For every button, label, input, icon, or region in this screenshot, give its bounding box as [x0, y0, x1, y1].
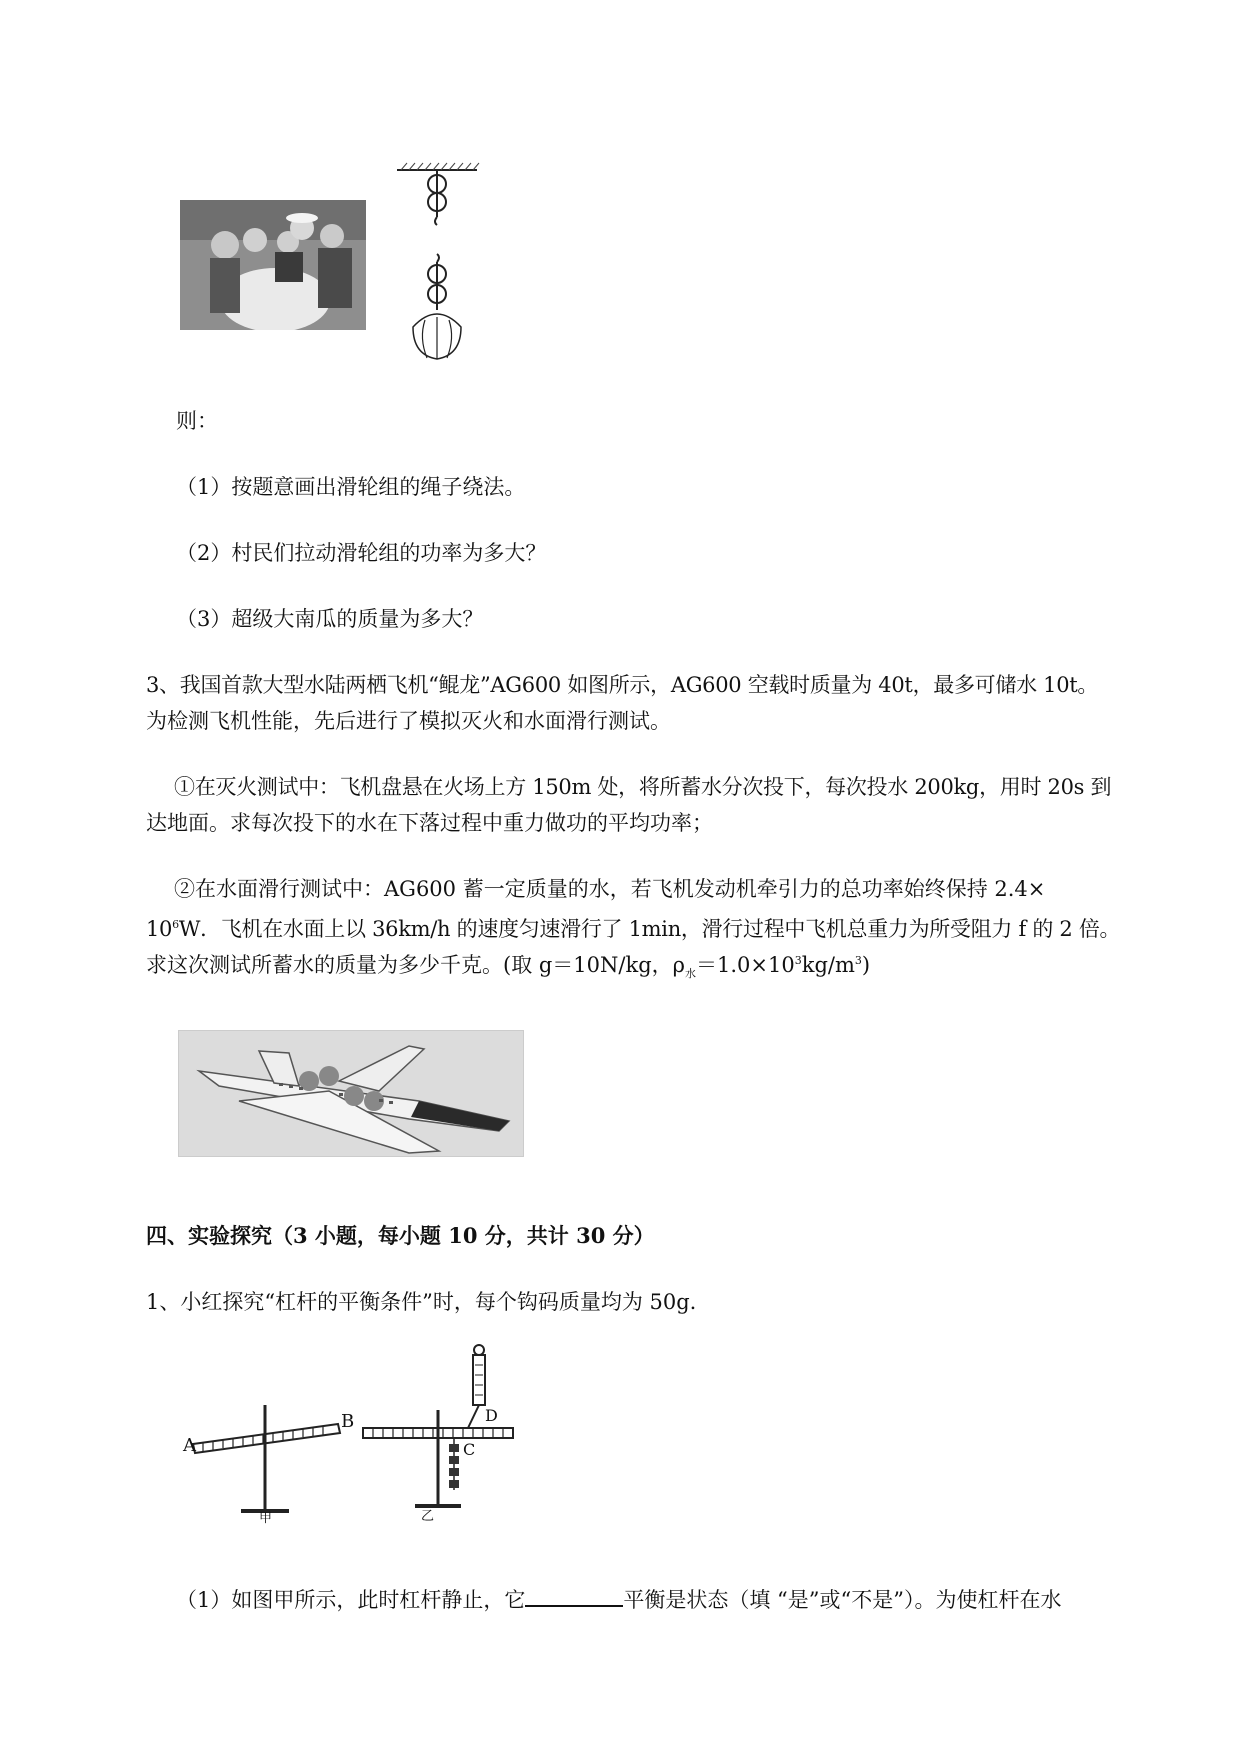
problem3-part2-line3 [146, 946, 870, 989]
unit-exponent: 3 [854, 954, 862, 967]
part1-text-b: 平衡是状态（填 “是”或“不是”）。为使杠杆在水 [623, 1588, 1062, 1612]
givens-start: 求这次测试所蓄水的质量为多少千克。(取 g＝10N/kg，ρ [146, 953, 685, 977]
section4-heading: 四、实验探究（3 小题，每小题 10 分，共计 30 分） [146, 1223, 655, 1248]
problem3-part2-line1: ②在水面滑行测试中：AG600 蓄一定质量的水，若飞机发动机牵引力的总功率始终保持 2.4× [174, 877, 1046, 901]
label-jia: 甲 [259, 1511, 273, 1526]
section4-q1-intro: 1、小红探究“杠杆的平衡条件”时，每个钩码质量均为 50g. [146, 1290, 697, 1314]
lever-diagram [183, 1340, 523, 1525]
problem3-part2-line2 [146, 910, 1120, 944]
problem3-line1: 3、我国首款大型水陆两栖飞机“鲲龙”AG600 如图所示，AG600 空载时质量为 40t，最多可储水 10t。 [146, 673, 1099, 697]
airplane-photo [178, 1030, 524, 1157]
givens-end: ) [861, 953, 871, 977]
problem3-part1-line1: ①在灭火测试中：飞机盘悬在火场上方 150m 处，将所蓄水分次投下，每次投水 200kg，用时 20s 到 [174, 775, 1112, 799]
power-base: 10 [146, 917, 173, 941]
label-A: A [183, 1435, 196, 1456]
density-unit: kg/m [801, 953, 855, 977]
label-B: B [341, 1411, 355, 1432]
rho-subscript: 水 [685, 967, 696, 981]
text-ze: 则： [176, 409, 218, 433]
density-value: ＝1.0×10 [696, 953, 795, 977]
section4-q1-part1 [176, 1585, 1061, 1615]
label-yi: 乙 [421, 1509, 435, 1524]
question-1: （1）按题意画出滑轮组的绳子绕法。 [176, 475, 526, 499]
power-exponent: 6 [172, 918, 179, 931]
pulley-system-diagram [395, 162, 485, 367]
part1-text-a: （1）如图甲所示，此时杠杆静止，它 [176, 1588, 526, 1612]
question-2: （2）村民们拉动滑轮组的功率为多大？ [176, 541, 547, 565]
label-C: C [463, 1440, 476, 1459]
problem3-part1-line2: 达地面。求每次投下的水在下落过程中重力做功的平均功率； [146, 811, 713, 835]
answer-blank[interactable] [525, 1585, 623, 1607]
problem3-part2-line2-rest: W．飞机在水面上以 36km/h 的速度匀速滑行了 1min，滑行过程中飞机总重力为所受阻力 f 的 2 倍。 [178, 917, 1121, 941]
density-exponent: 3 [794, 954, 802, 967]
label-D: D [485, 1406, 498, 1425]
lever-jia [193, 1405, 340, 1511]
pumpkin-photo [180, 200, 366, 330]
question-3: （3）超级大南瓜的质量为多大？ [176, 607, 484, 631]
problem3-line2: 为检测飞机性能，先后进行了模拟灭火和水面滑行测试。 [146, 709, 671, 733]
